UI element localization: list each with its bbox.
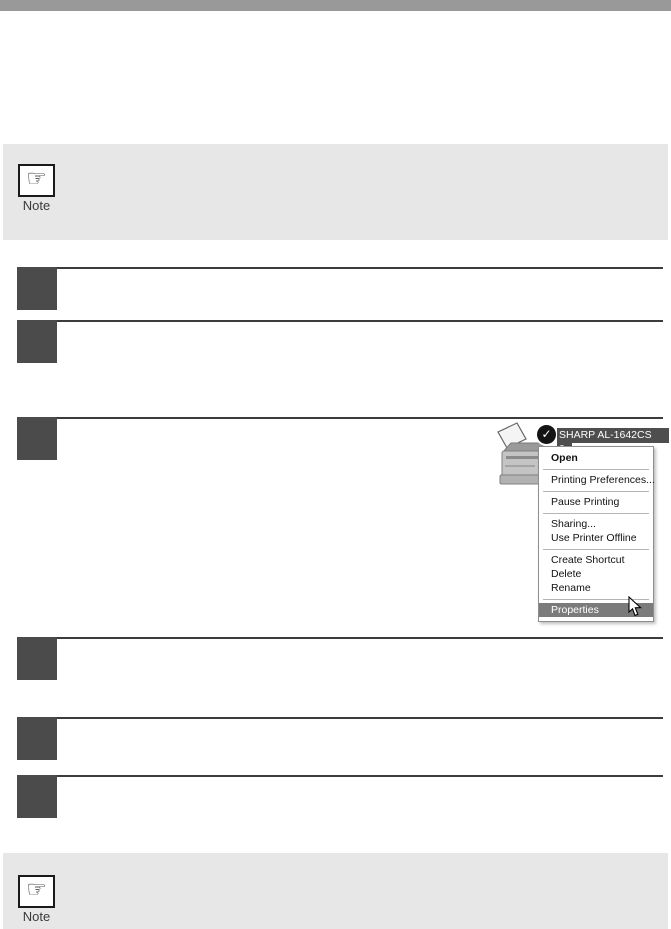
printer-name-label: SHARP AL-1642CS [557,428,669,443]
step-6-square [17,775,57,818]
note-box-top [3,144,668,240]
menu-item-rename[interactable]: Rename [551,582,591,594]
step-2-rule [17,320,663,322]
menu-item-delete[interactable]: Delete [551,568,582,580]
default-printer-check-icon: ✓ [537,425,556,444]
menu-item-open[interactable]: Open [551,452,578,464]
menu-separator [539,465,653,473]
step-5-rule [17,717,663,719]
step-4-rule [17,637,663,639]
menu-item-printing-preferences[interactable]: Printing Preferences... [551,474,655,486]
step-1-rule [17,267,663,269]
note-icon-frame [18,164,55,197]
mouse-cursor-icon [627,596,643,623]
step-4-square [17,637,57,680]
menu-item-properties[interactable]: Properties [539,603,653,617]
pointing-hand-icon: ☞ [26,166,47,192]
menu-item-create-shortcut[interactable]: Create Shortcut [551,554,625,566]
menu-separator [539,509,653,517]
step-5-square [17,717,57,760]
menu-item-use-printer-offline[interactable]: Use Printer Offline [551,532,637,544]
step-2-square [17,320,57,363]
step-3-square [17,417,57,460]
pointing-hand-icon: ☞ [26,877,47,903]
step-3-rule [17,417,663,419]
menu-item-pause-printing[interactable]: Pause Printing [551,496,620,508]
note-box-bottom [3,853,668,929]
step-6-rule [17,775,663,777]
menu-separator [539,487,653,495]
note-label: Note [22,198,51,213]
note-icon-frame [18,875,55,908]
step-1-square [17,267,57,310]
note-label: Note [22,909,51,924]
page-top-banner [0,0,671,11]
menu-separator [539,545,653,553]
menu-item-sharing[interactable]: Sharing... [551,518,596,530]
